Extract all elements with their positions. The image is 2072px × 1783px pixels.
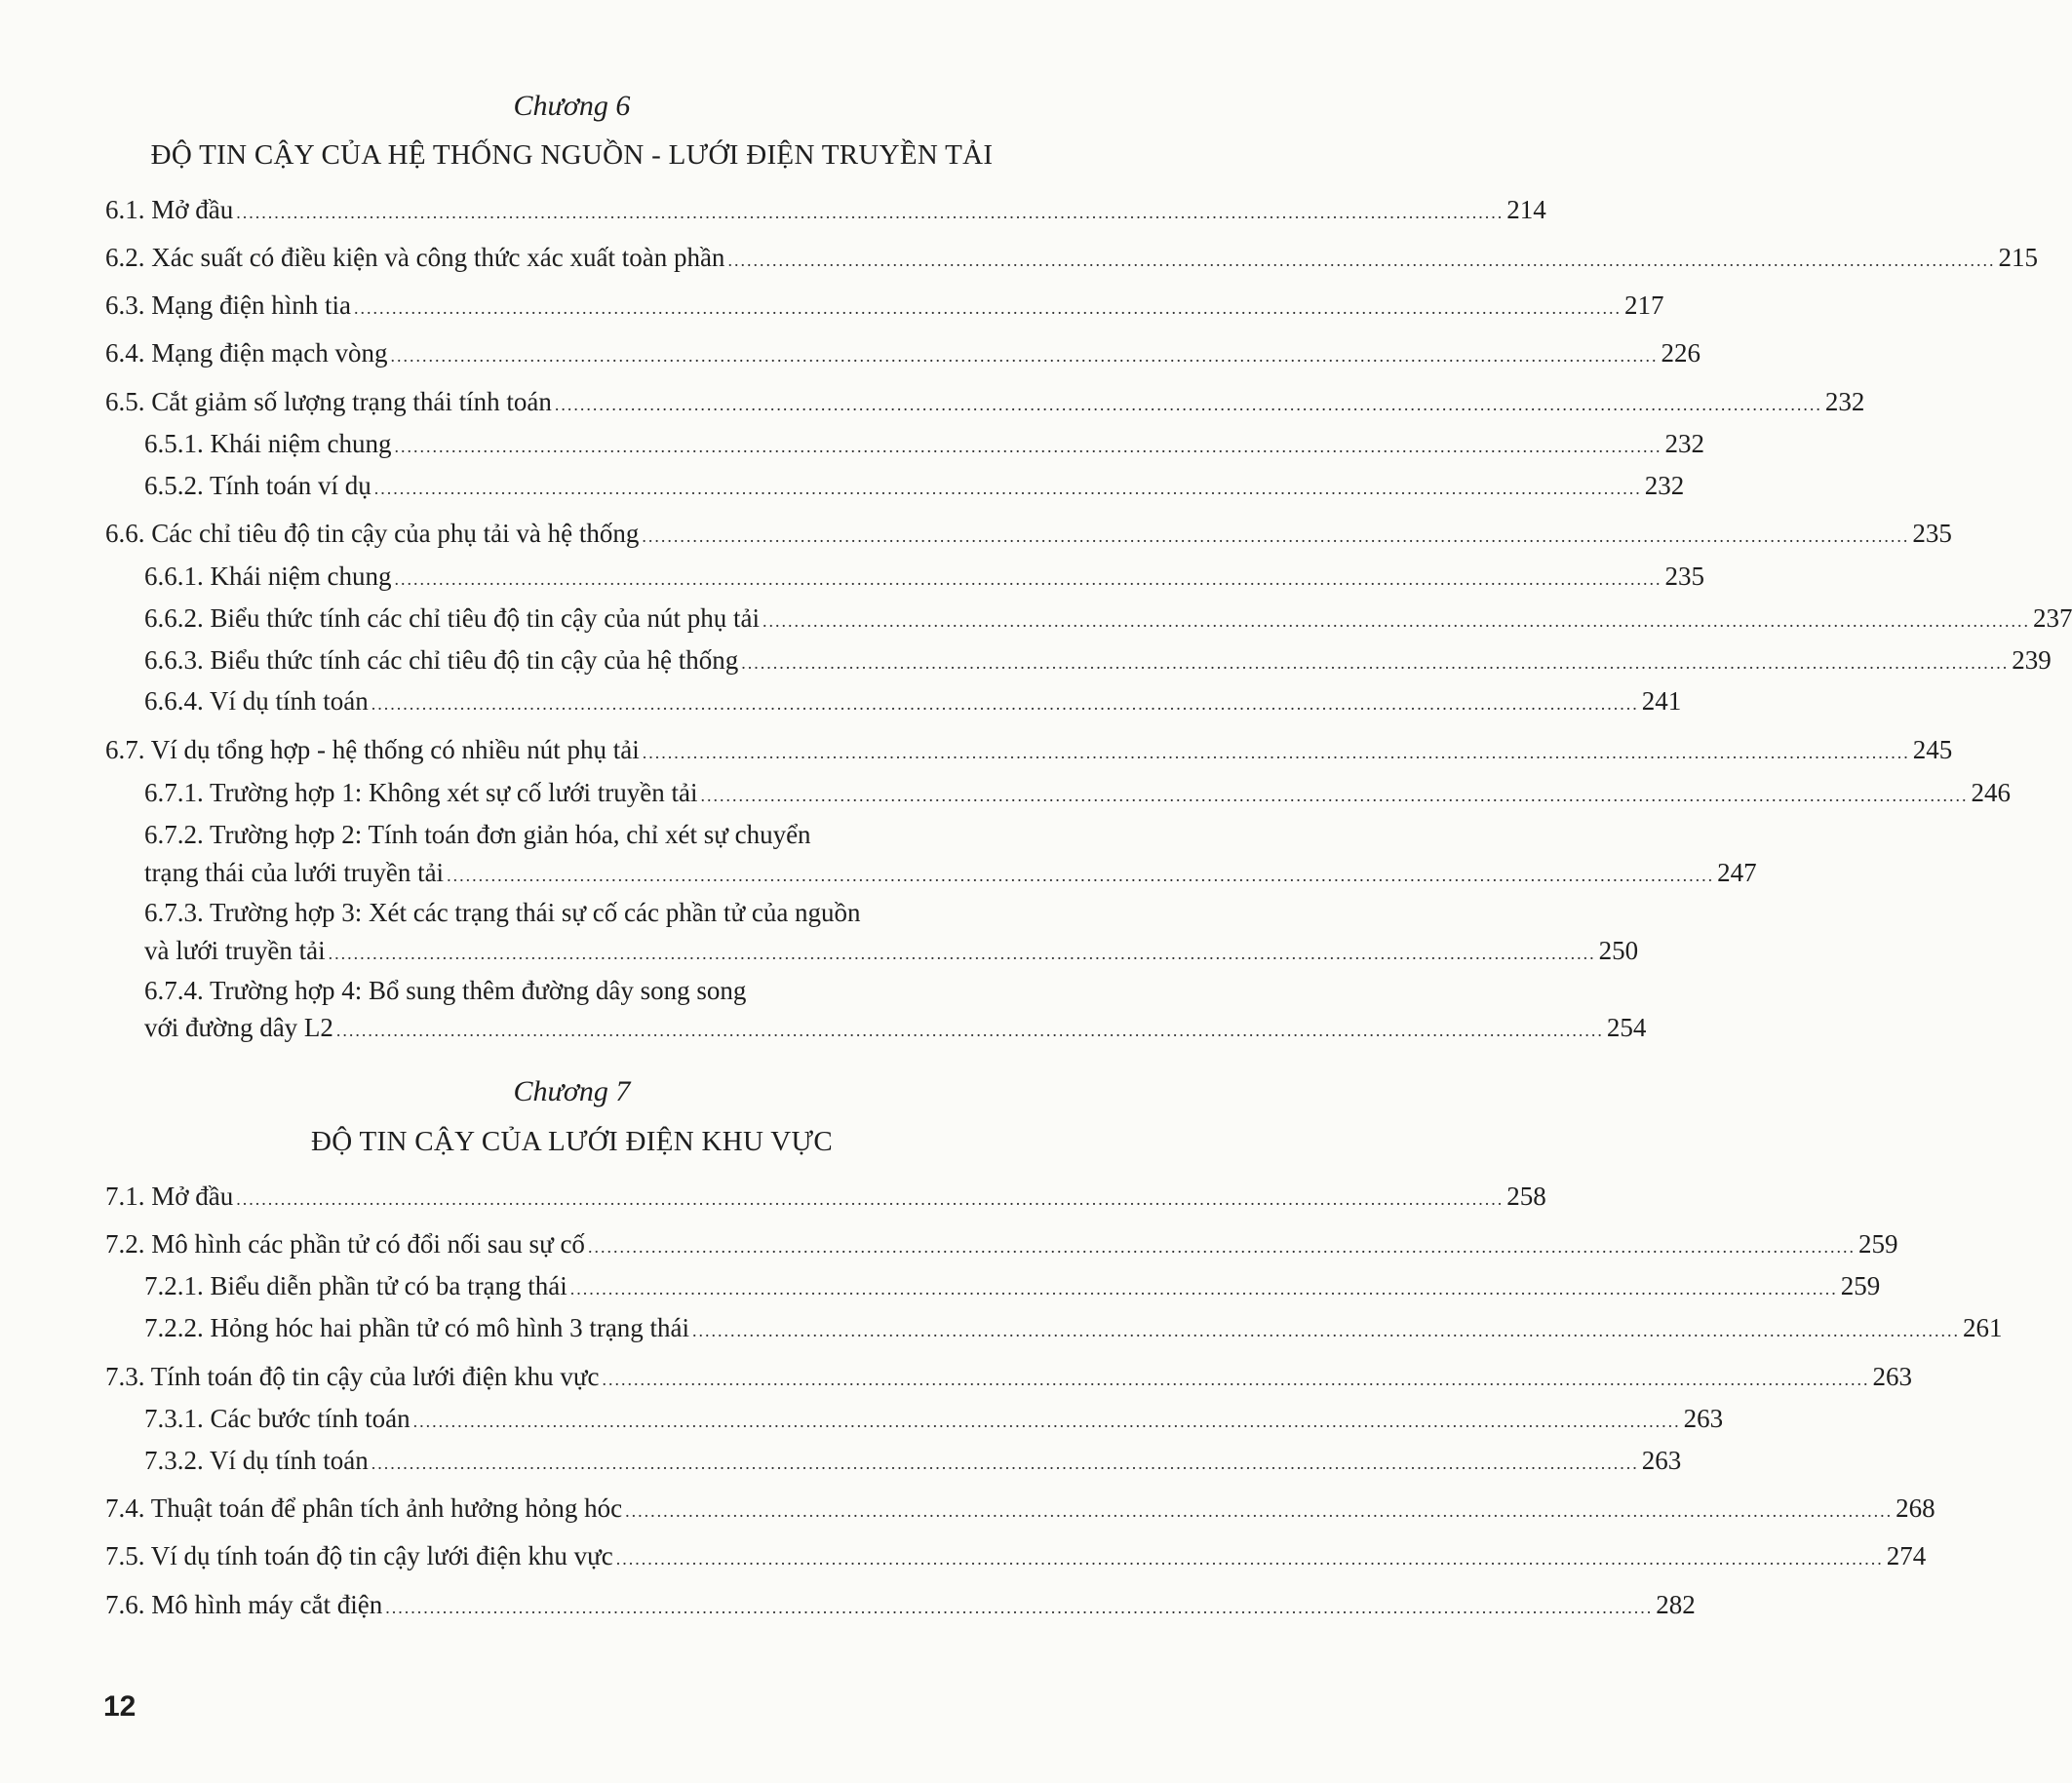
toc-title: 6.6.1. Khái niệm chung: [144, 562, 392, 591]
toc-entry-6-7-4-line1[interactable]: 6.7.4. Trường hợp 4: Bổ sung thêm đường dây song song: [144, 976, 747, 1005]
toc-title: 6.6. Các chỉ tiêu độ tin cậy của phụ tải và hệ thống: [105, 519, 640, 548]
toc-entry-6-6-4[interactable]: [144, 685, 1682, 717]
toc-title: 6.7. Ví dụ tổng hợp - hệ thống có nhiều nút phụ tải: [105, 735, 640, 764]
toc-entry-6-6[interactable]: [105, 518, 1952, 549]
toc-page: 268: [1896, 1493, 1935, 1523]
toc-entry-7-6[interactable]: [105, 1589, 1696, 1620]
toc-title: 7.6. Mô hình máy cắt điện: [105, 1590, 383, 1619]
toc-page: 241: [1641, 686, 1682, 716]
toc-entry-7-2-1[interactable]: [144, 1270, 1881, 1301]
toc-page: 235: [1664, 562, 1704, 591]
toc-page: 258: [1506, 1182, 1546, 1211]
dot-leader: ........................................................................................................................................................................................................: [390, 346, 1659, 366]
toc-entry-7-2-2[interactable]: [144, 1312, 2003, 1343]
dot-leader: ........................................................................................................................................................................................................: [727, 251, 1996, 270]
toc-title: 6.5. Cắt giảm số lượng trạng thái tính toán: [105, 387, 552, 416]
toc-entry-6-7-3[interactable]: [144, 935, 1639, 966]
toc-title: 6.5.1. Khái niệm chung: [144, 429, 392, 458]
toc-page: 246: [1971, 778, 2011, 807]
toc-page: 274: [1886, 1541, 1927, 1570]
toc-title: 6.6.4. Ví dụ tính toán: [144, 686, 369, 716]
toc-page: 226: [1661, 338, 1701, 368]
dot-leader: ........................................................................................................................................................................................................: [602, 1370, 1870, 1389]
chapter-6-title: ĐỘ TIN CẬY CỦA HỆ THỐNG NGUỒN - LƯỚI ĐIỆN TRUYỀN TẢI: [150, 139, 994, 171]
dot-leader: ........................................................................................................................................................................................................: [642, 526, 1910, 546]
toc-page: 217: [1623, 291, 1664, 320]
toc-entry-6-7-3-line1[interactable]: 6.7.3. Trường hợp 3: Xét các trạng thái sự cố các phần tử của nguồn: [144, 898, 861, 927]
toc-page: 254: [1606, 1013, 1647, 1042]
toc-page: 245: [1912, 735, 1953, 764]
toc-title: 6.5.2. Tính toán ví dụ: [144, 471, 371, 500]
toc-page: 263: [1683, 1404, 1724, 1433]
dot-leader: ........................................................................................................................................................................................................: [625, 1501, 1894, 1521]
dot-leader: ........................................................................................................................................................................................................: [447, 866, 1715, 885]
dot-leader: ........................................................................................................................................................................................................: [587, 1237, 1856, 1257]
dot-leader: ........................................................................................................................................................................................................: [373, 479, 1642, 498]
toc-title: 6.2. Xác suất có điều kiện và công thức xác xuất toàn phần: [105, 243, 725, 272]
dot-leader: ........................................................................................................................................................................................................: [642, 743, 1910, 762]
toc-title: trạng thái của lưới truyền tải: [144, 858, 445, 887]
dot-leader: ........................................................................................................................................................................................................: [741, 653, 2010, 673]
toc-page: 282: [1656, 1590, 1696, 1619]
toc-page: 215: [1998, 243, 2038, 272]
toc-page: 232: [1664, 429, 1704, 458]
dot-leader: ........................................................................................................................................................................................................: [236, 1189, 1505, 1209]
dot-leader: ........................................................................................................................................................................................................: [385, 1598, 1654, 1617]
toc-page: 259: [1857, 1229, 1898, 1259]
toc-entry-6-6-2[interactable]: [144, 602, 2072, 634]
toc-title: 7.4. Thuật toán để phân tích ảnh hưởng hỏng hóc: [105, 1493, 623, 1523]
toc-entry-6-7[interactable]: [105, 734, 1953, 765]
toc-entry-6-1[interactable]: [105, 194, 1546, 225]
toc-title: 6.1. Mở đầu: [105, 195, 234, 224]
dot-leader: ........................................................................................................................................................................................................: [615, 1549, 1884, 1569]
toc-title: 7.2.1. Biểu diễn phần tử có ba trạng thái: [144, 1271, 567, 1300]
dot-leader: ........................................................................................................................................................................................................: [371, 1454, 1639, 1473]
toc-title: 7.3.2. Ví dụ tính toán: [144, 1446, 369, 1475]
dot-leader: ........................................................................................................................................................................................................: [328, 944, 1596, 963]
toc-entry-7-4[interactable]: [105, 1492, 1935, 1524]
toc-page: 259: [1840, 1271, 1881, 1300]
toc-entry-6-6-1[interactable]: [144, 561, 1704, 592]
dot-leader: ........................................................................................................................................................................................................: [236, 203, 1505, 222]
toc-entry-6-3[interactable]: [105, 290, 1664, 321]
toc-page: 250: [1598, 936, 1639, 965]
page-number: 12: [103, 1690, 137, 1723]
toc-title: 6.7.1. Trường hợp 1: Không xét sự cố lưới truyền tải: [144, 778, 698, 807]
toc-title: 7.3. Tính toán độ tin cậy của lưới điện khu vực: [105, 1362, 600, 1391]
toc-title: 7.3.1. Các bước tính toán: [144, 1404, 410, 1433]
toc-entry-6-4[interactable]: [105, 337, 1701, 368]
toc-page: 235: [1912, 519, 1952, 548]
chapter-6-label: Chương 6: [513, 90, 631, 122]
toc-title: với đường dây L2: [144, 1013, 333, 1042]
dot-leader: ........................................................................................................................................................................................................: [700, 786, 1969, 805]
toc-title: 7.5. Ví dụ tính toán độ tin cậy lưới điện khu vực: [105, 1541, 613, 1570]
toc-title: và lưới truyền tải: [144, 936, 326, 965]
toc-entry-7-3-2[interactable]: [144, 1445, 1682, 1476]
chapter-7-label: Chương 7: [513, 1075, 631, 1107]
toc-page: 247: [1717, 858, 1757, 887]
toc-title: 6.6.2. Biểu thức tính các chỉ tiêu độ tin cậy của nút phụ tải: [144, 603, 760, 633]
toc-entry-7-3[interactable]: [105, 1361, 1912, 1392]
toc-entry-7-3-1[interactable]: [144, 1403, 1724, 1434]
toc-title: 6.6.3. Biểu thức tính các chỉ tiêu độ tin cậy của hệ thống: [144, 645, 739, 675]
toc-page: 232: [1644, 471, 1685, 500]
dot-leader: ........................................................................................................................................................................................................: [394, 437, 1662, 456]
toc-entry-7-5[interactable]: [105, 1540, 1927, 1571]
dot-leader: ........................................................................................................................................................................................................: [353, 298, 1622, 318]
toc-entry-6-7-2[interactable]: [144, 857, 1757, 888]
toc-title: 7.1. Mở đầu: [105, 1182, 234, 1211]
toc-entry-6-6-3[interactable]: [144, 644, 2052, 676]
toc-page: 237: [2032, 603, 2072, 633]
toc-entry-6-7-2-line1[interactable]: 6.7.2. Trường hợp 2: Tính toán đơn giản hóa, chỉ xét sự chuyển: [144, 820, 811, 849]
toc-entry-6-5-1[interactable]: [144, 428, 1704, 459]
dot-leader: ........................................................................................................................................................................................................: [762, 611, 2030, 631]
toc-title: 7.2. Mô hình các phần tử có đổi nối sau sự cố: [105, 1229, 585, 1259]
toc-entry-6-5-2[interactable]: [144, 470, 1685, 501]
toc-entry-7-2[interactable]: [105, 1228, 1898, 1260]
dot-leader: ........................................................................................................................................................................................................: [394, 569, 1662, 589]
dot-leader: ........................................................................................................................................................................................................: [554, 395, 1822, 414]
toc-page: 214: [1506, 195, 1546, 224]
toc-entry-6-7-1[interactable]: [144, 777, 2011, 808]
toc-page: 239: [2012, 645, 2052, 675]
toc-entry-6-2[interactable]: [105, 242, 2038, 273]
toc-page: 261: [1963, 1313, 2003, 1342]
toc-title: 7.2.2. Hỏng hóc hai phần tử có mô hình 3 trạng thái: [144, 1313, 690, 1342]
dot-leader: ........................................................................................................................................................................................................: [412, 1412, 1681, 1431]
toc-title: 6.3. Mạng điện hình tia: [105, 291, 351, 320]
dot-leader: ........................................................................................................................................................................................................: [569, 1279, 1838, 1298]
toc-page: 263: [1641, 1446, 1682, 1475]
chapter-7-title: ĐỘ TIN CẬY CỦA LƯỚI ĐIỆN KHU VỰC: [311, 1126, 833, 1157]
toc-title: 6.4. Mạng điện mạch vòng: [105, 338, 388, 368]
dot-leader: ........................................................................................................................................................................................................: [335, 1021, 1604, 1040]
toc-entry-7-1[interactable]: [105, 1181, 1546, 1212]
toc-page: 232: [1824, 387, 1865, 416]
dot-leader: ........................................................................................................................................................................................................: [692, 1321, 1961, 1340]
toc-page: 263: [1872, 1362, 1912, 1391]
dot-leader: ........................................................................................................................................................................................................: [371, 694, 1639, 714]
toc-entry-6-5[interactable]: [105, 386, 1865, 417]
toc-entry-6-7-4[interactable]: [144, 1012, 1647, 1043]
